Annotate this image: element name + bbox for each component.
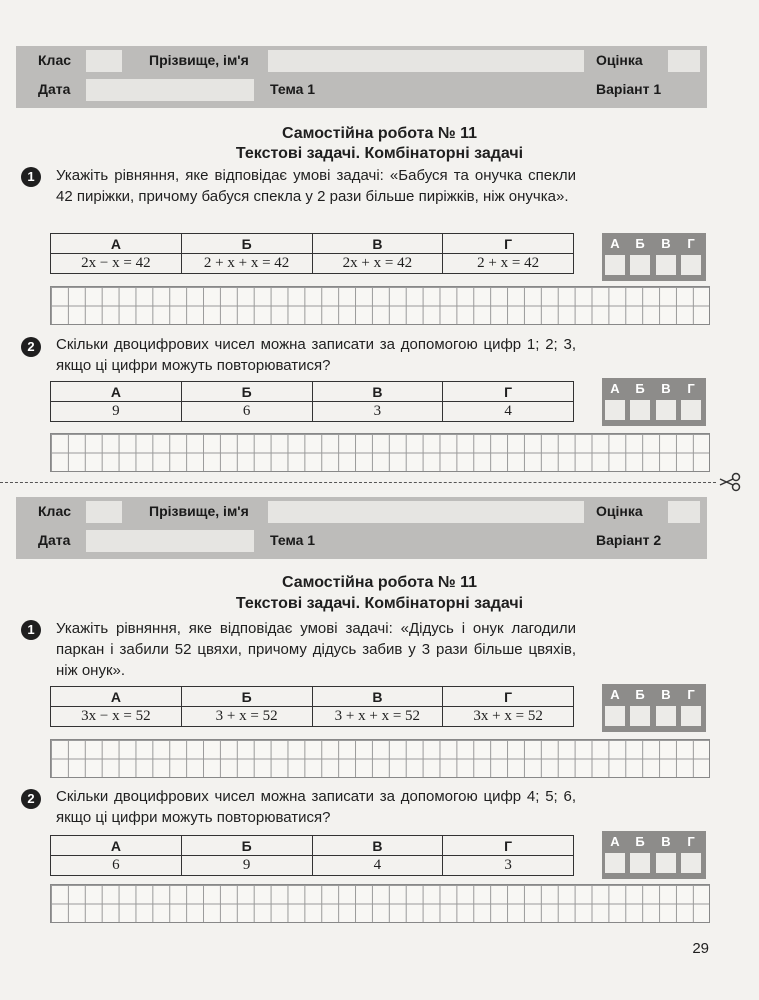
answer-box xyxy=(602,831,706,879)
option-letter: Г xyxy=(443,836,574,856)
topic-label: Тема 1 xyxy=(270,81,316,97)
answer-cell[interactable] xyxy=(630,400,650,420)
option-letter: Б xyxy=(181,687,312,707)
scratch-grid[interactable] xyxy=(50,739,710,778)
answer-cell[interactable] xyxy=(656,400,676,420)
option-value: 3 + x + x = 52 xyxy=(312,707,443,727)
scratch-grid[interactable] xyxy=(50,286,710,325)
answer-letter: Г xyxy=(687,687,695,702)
question-number: 2 xyxy=(21,337,41,357)
header-bar-variant-2 xyxy=(16,497,707,559)
class-label: Клас xyxy=(38,52,72,68)
answer-letter: А xyxy=(610,834,620,849)
option-value: 3x + x = 52 xyxy=(443,707,574,727)
answer-letter: Г xyxy=(687,381,695,396)
question-number: 2 xyxy=(21,789,41,809)
class-label: Клас xyxy=(38,503,72,519)
answer-cell[interactable] xyxy=(656,853,676,873)
option-letter: А xyxy=(51,687,182,707)
answer-box xyxy=(602,233,706,281)
answer-cell[interactable] xyxy=(605,706,625,726)
answer-cell[interactable] xyxy=(681,706,701,726)
name-label: Прізвище, ім'я xyxy=(149,52,249,68)
answer-letter: В xyxy=(661,834,671,849)
answer-cell[interactable] xyxy=(656,706,676,726)
option-letter: Б xyxy=(181,382,312,402)
option-letter: Б xyxy=(181,836,312,856)
option-value: 3x − x = 52 xyxy=(51,707,182,727)
answer-letter: В xyxy=(661,687,671,702)
scratch-grid[interactable] xyxy=(50,884,710,923)
option-letter: Г xyxy=(443,382,574,402)
answer-cell[interactable] xyxy=(605,853,625,873)
grade-label: Оцінка xyxy=(596,503,643,519)
answer-options-table xyxy=(50,686,574,727)
date-field[interactable] xyxy=(86,79,254,101)
question-text: Скільки двоцифрових чисел можна записати за допомогою цифр 4; 5; 6, якщо ці цифри можуть повторюватися? xyxy=(56,788,576,826)
variant-label: Варіант 2 xyxy=(596,532,662,548)
class-field[interactable] xyxy=(86,501,122,523)
question-text: Укажіть рівняння, яке відповідає умові задачі: «Бабуся та онучка спекли 42 пиріжки, причому бабуся спекла у 2 рази більше пиріжків, ніж онучка». xyxy=(56,167,576,205)
option-letter: Б xyxy=(181,234,312,254)
option-value: 4 xyxy=(443,402,574,422)
header-bar-variant-1 xyxy=(16,46,707,108)
answer-box xyxy=(602,378,706,426)
answer-letter: В xyxy=(661,236,671,251)
grade-field[interactable] xyxy=(668,501,700,523)
page-number: 29 xyxy=(692,940,709,957)
answer-cell[interactable] xyxy=(605,400,625,420)
answer-letter: А xyxy=(610,236,620,251)
option-value: 3 + x = 52 xyxy=(181,707,312,727)
option-letter: А xyxy=(51,382,182,402)
name-label: Прізвище, ім'я xyxy=(149,503,249,519)
name-field[interactable] xyxy=(268,501,584,523)
option-value: 9 xyxy=(51,402,182,422)
answer-cell[interactable] xyxy=(681,400,701,420)
question-number: 1 xyxy=(21,167,41,187)
cut-line xyxy=(0,482,716,483)
option-letter: В xyxy=(312,836,443,856)
answer-letter: Б xyxy=(635,834,645,849)
scissors-icon xyxy=(718,471,742,493)
answer-cell[interactable] xyxy=(605,255,625,275)
option-value: 2x + x = 42 xyxy=(312,254,443,274)
variant-label: Варіант 1 xyxy=(596,81,662,97)
option-letter: А xyxy=(51,234,182,254)
answer-letter: Г xyxy=(687,236,695,251)
option-letter: В xyxy=(312,234,443,254)
option-letter: В xyxy=(312,382,443,402)
option-value: 2 + x = 42 xyxy=(443,254,574,274)
work-subtitle: Текстові задачі. Комбінаторні задачі xyxy=(235,595,524,612)
answer-options-table xyxy=(50,381,574,422)
option-letter: А xyxy=(51,836,182,856)
date-label: Дата xyxy=(38,532,71,548)
option-value: 2 + x + x = 42 xyxy=(181,254,312,274)
option-value: 2x − x = 42 xyxy=(51,254,182,274)
name-field[interactable] xyxy=(268,50,584,72)
option-letter: Г xyxy=(443,687,574,707)
answer-cell[interactable] xyxy=(630,255,650,275)
answer-cell[interactable] xyxy=(630,853,650,873)
answer-letter: В xyxy=(661,381,671,396)
option-letter: Г xyxy=(443,234,574,254)
answer-letter: Б xyxy=(635,381,645,396)
answer-letter: Г xyxy=(687,834,695,849)
question-number: 1 xyxy=(21,620,41,640)
option-value: 4 xyxy=(312,856,443,876)
date-label: Дата xyxy=(38,81,71,97)
grade-label: Оцінка xyxy=(596,52,643,68)
class-field[interactable] xyxy=(86,50,122,72)
work-title: Самостійна робота № 11 xyxy=(281,125,478,142)
answer-options-table xyxy=(50,835,574,876)
answer-options-table xyxy=(50,233,574,274)
question-text: Укажіть рівняння, яке відповідає умові задачі: «Дідусь і онук лагодили паркан і забили 52 цвяхи, причому дідусь забив у 3 рази більше цвяхів, ніж онук». xyxy=(56,620,576,679)
option-letter: В xyxy=(312,687,443,707)
topic-label: Тема 1 xyxy=(270,532,316,548)
answer-cell[interactable] xyxy=(681,255,701,275)
answer-box xyxy=(602,684,706,732)
option-value: 6 xyxy=(181,402,312,422)
date-field[interactable] xyxy=(86,530,254,552)
grade-field[interactable] xyxy=(668,50,700,72)
work-subtitle: Текстові задачі. Комбінаторні задачі xyxy=(235,145,524,162)
answer-cell[interactable] xyxy=(630,706,650,726)
question-text: Скільки двоцифрових чисел можна записати за допомогою цифр 1; 2; 3, якщо ці цифри можуть повторюватися? xyxy=(56,336,576,374)
option-value: 3 xyxy=(312,402,443,422)
answer-letter: А xyxy=(610,381,620,396)
option-value: 3 xyxy=(443,856,574,876)
work-title: Самостійна робота № 11 xyxy=(281,574,478,591)
answer-letter: А xyxy=(610,687,620,702)
option-value: 9 xyxy=(181,856,312,876)
answer-cell[interactable] xyxy=(656,255,676,275)
answer-cell[interactable] xyxy=(681,853,701,873)
answer-letter: Б xyxy=(635,687,645,702)
scratch-grid[interactable] xyxy=(50,433,710,472)
option-value: 6 xyxy=(51,856,182,876)
answer-letter: Б xyxy=(635,236,645,251)
